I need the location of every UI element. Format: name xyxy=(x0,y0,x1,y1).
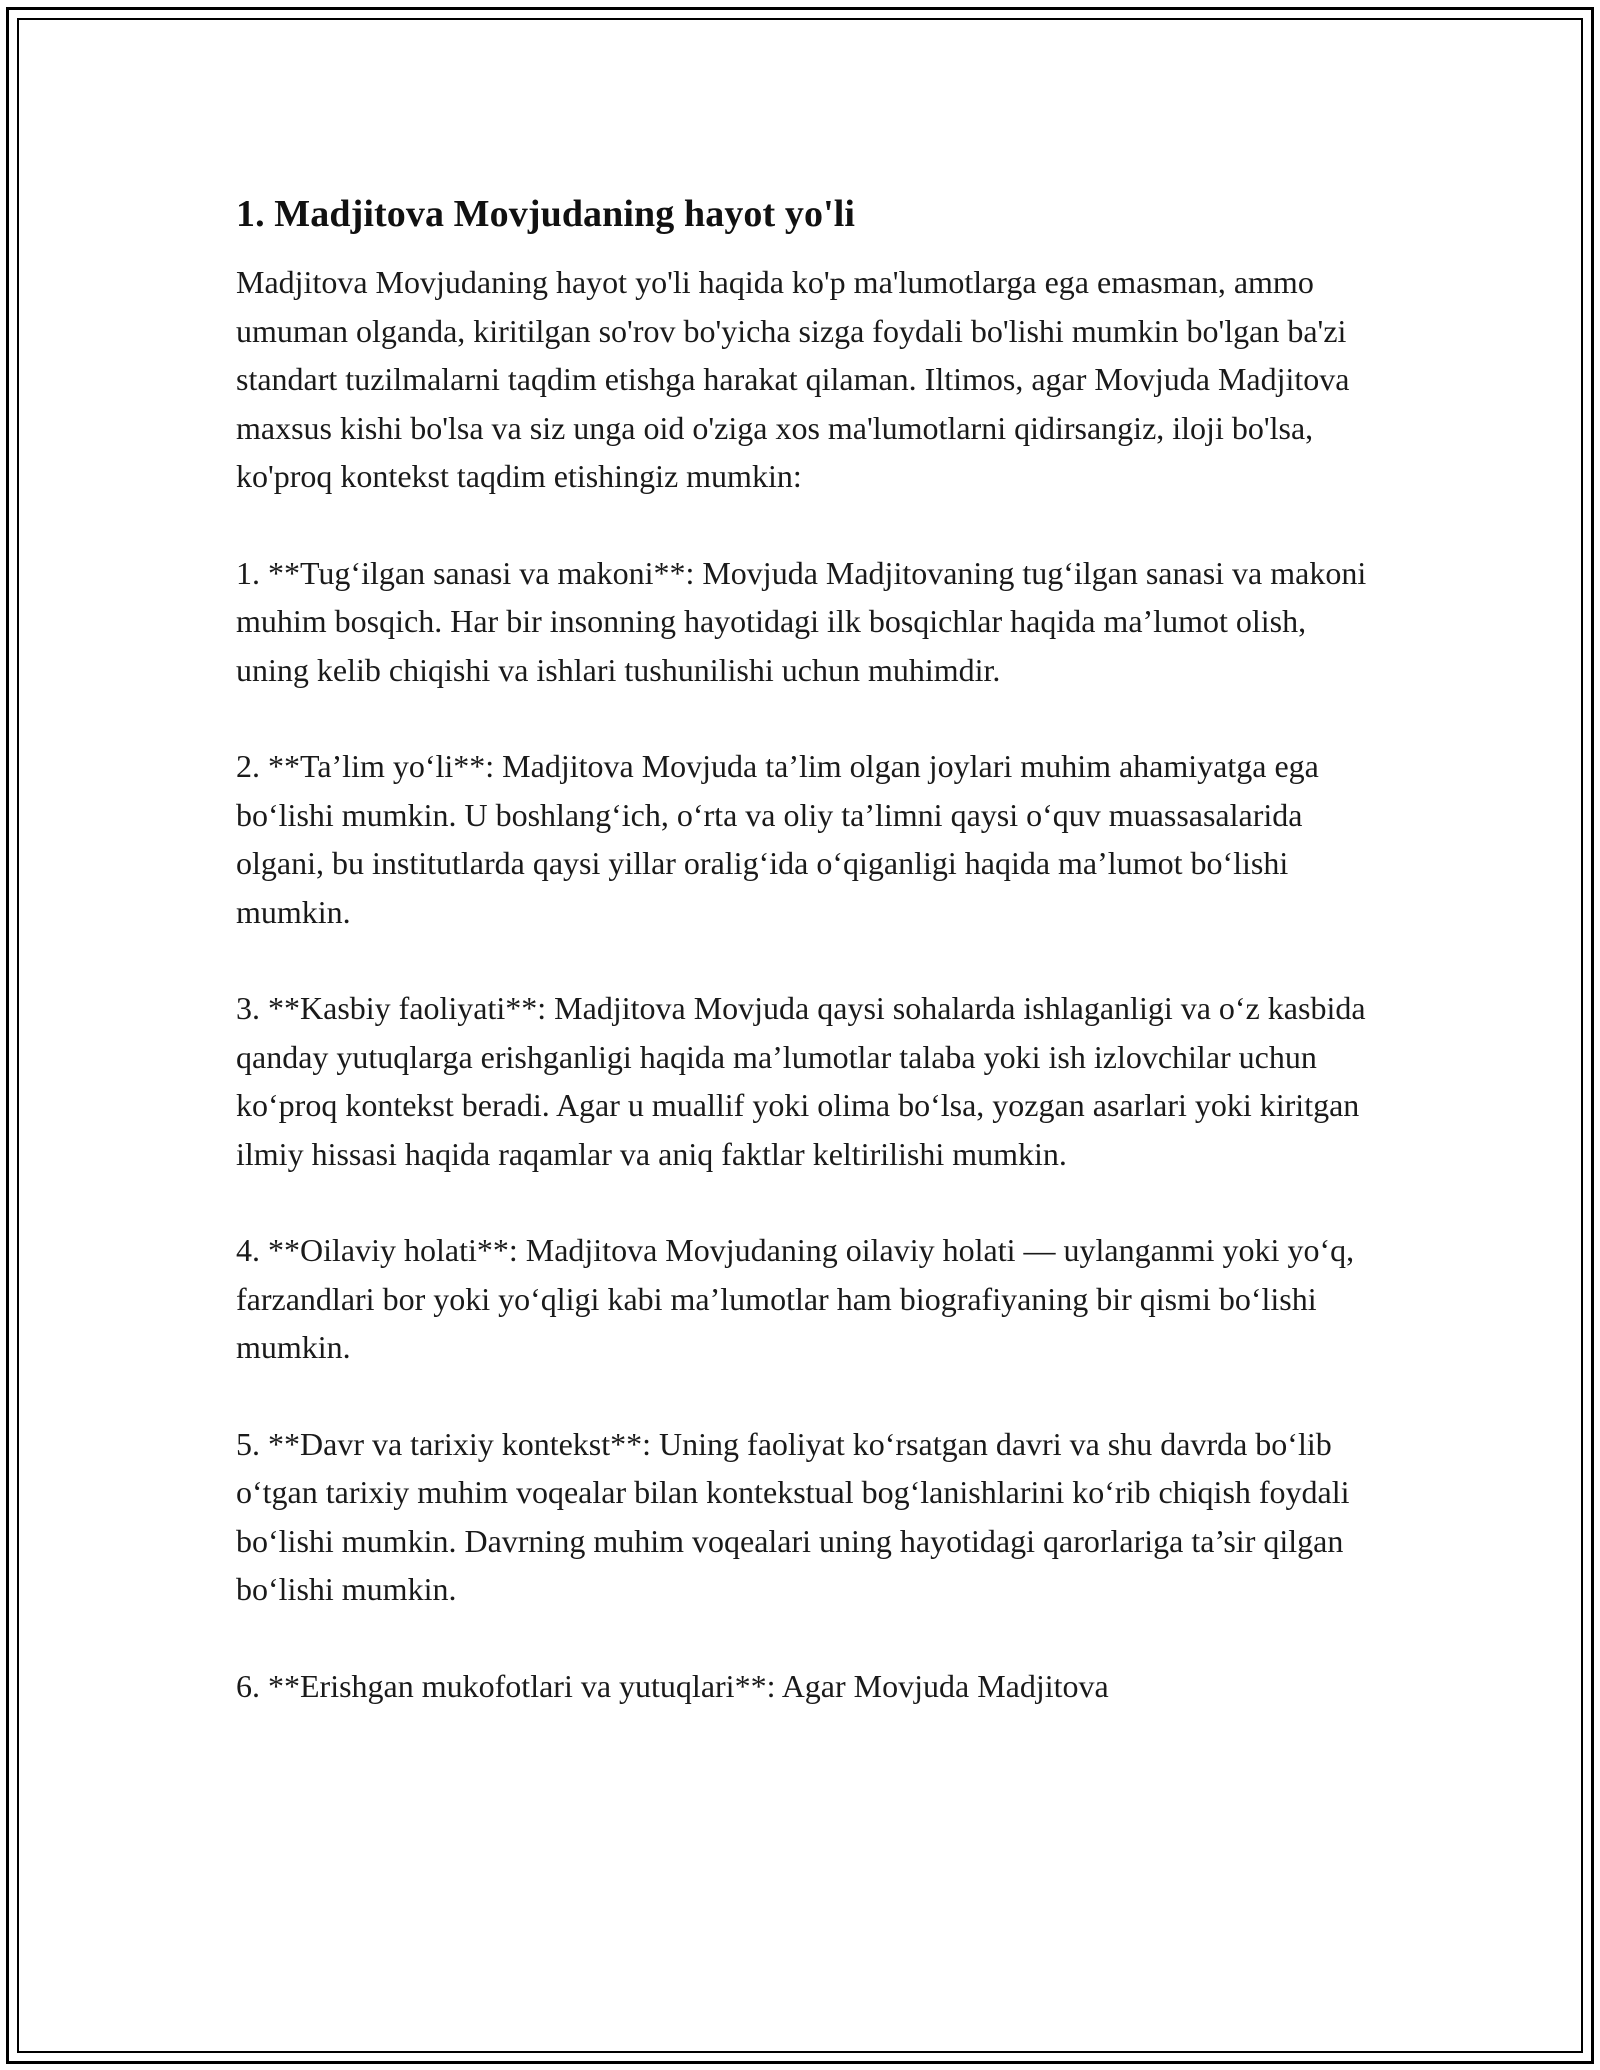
intro-paragraph: Madjitova Movjudaning hayot yo'li haqida ko'p ma'lumotlarga ega emasman, ammo umuman olganda, kiritilgan so'rov bo'yicha sizga foydali bo'lishi mumkin bo'lgan ba'zi standart tuzilmalarni taqdim etishga harakat qilaman. Iltimos, agar Movjuda Madjitova maxsus kishi bo'lsa va siz unga oid o'ziga xos ma'lumotlarni qidirsangiz, iloji bo'lsa, ko'proq kontekst taqdim etishingiz mumkin: xyxy=(236,264,1350,494)
list-item-birth: 1. **Tug‘ilgan sanasi va makoni**: Movjuda Madjitovaning tug‘ilgan sanasi va makoni muhim bosqich. Har bir insonning hayotidagi ilk bosqichlar haqida ma’lumot olish, uning kelib chiqishi va ishlari tushunilishi uchun muhimdir. xyxy=(236,554,1367,688)
list-item-education: 2. **Ta’lim yo‘li**: Madjitova Movjuda ta’lim olgan joylari muhim ahamiyatga ega bo‘lishi mumkin. U boshlang‘ich, o‘rta va oliy ta’limni qaysi o‘quv muassasalarida olgani, bu institutlarda qaysi yillar oralig‘ida o‘qiganligi haqida ma’lumot bo‘lishi mumkin. xyxy=(236,748,1319,930)
list-item-historical-context: 5. **Davr va tarixiy kontekst**: Uning faoliyat ko‘rsatgan davri va shu davrda bo‘lib o‘tgan tarixiy muhim voqealar bilan kontekstual bog‘lanishlarini ko‘rib chiqish foydali bo‘lishi mumkin. Davrning muhim voqealari uning hayotidagi qarorlariga ta’sir qilgan bo‘lishi mumkin. xyxy=(236,1425,1350,1607)
document-body xyxy=(236,188,1376,1710)
list-item-career: 3. **Kasbiy faoliyati**: Madjitova Movjuda qaysi sohalarda ishlaganligi va o‘z kasbida qanday yutuqlarga erishganligi haqida ma’lumotlar talaba yoki ish izlovchilar uchun ko‘proq kontekst beradi. Agar u muallif yoki olima bo‘lsa, yozgan asarlari yoki kiritgan ilmiy hissasi haqida raqamlar va aniq faktlar keltirilishi mumkin. xyxy=(236,990,1366,1172)
document-title: 1. Madjitova Movjudaning hayot yo'li xyxy=(236,193,856,235)
list-item-awards: 6. **Erishgan mukofotlari va yutuqlari**: Agar Movjuda Madjitova xyxy=(236,1667,1109,1704)
list-item-family: 4. **Oilaviy holati**: Madjitova Movjudaning oilaviy holati — uylanganmi yoki yo‘q, farzandlari bor yoki yo‘qligi kabi ma’lumotlar ham biografiyaning bir qismi bo‘lishi mumkin. xyxy=(236,1232,1355,1365)
